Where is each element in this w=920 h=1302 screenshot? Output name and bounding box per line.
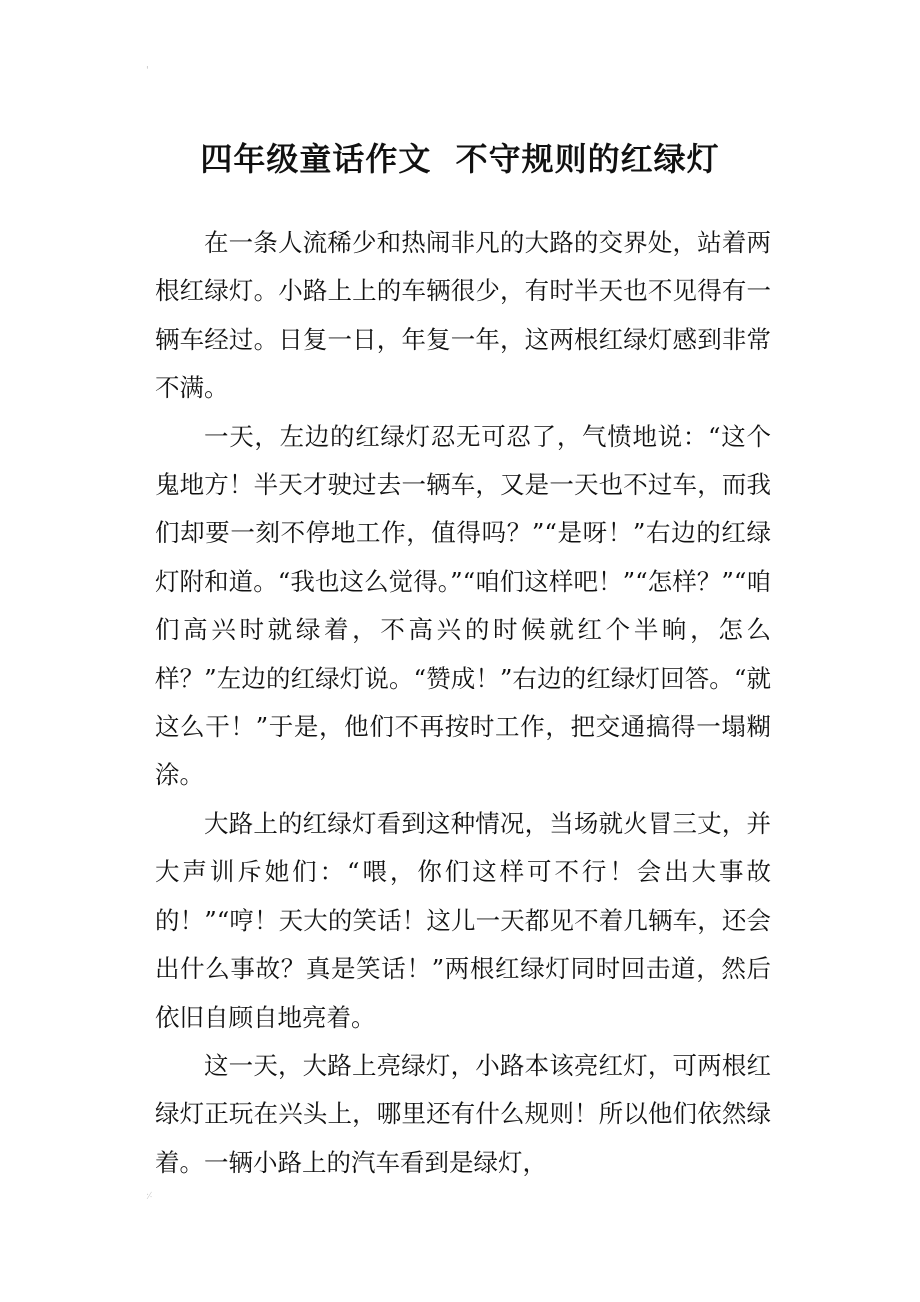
paragraph-3: 大路上的红绿灯看到这种情况，当场就火冒三丈，并大声训斥她们：“喂，你们这样可不行！会出大事故的！”“哼！天大的笑话！这儿一天都见不着几辆车，还会出什么事故？真是笑话！”两根红绿灯同时回击道，然后依旧自顾自地亮着。: [155, 808, 771, 1032]
page-corner-mark-bottom: ⸓: [146, 1191, 153, 1202]
paragraph-1: 在一条人流稀少和热闹非凡的大路的交界处，站着两根红绿灯。小路上上的车辆很少，有时半天也不见得有一辆车经过。日复一日，年复一年，这两根红绿灯感到非常不满。: [155, 228, 771, 403]
paragraph-2: 一天，左边的红绿灯忍无可忍了，气愤地说：“这个鬼地方！半天才驶过去一辆车，又是一天也不过车，而我们却要一刻不停地工作，值得吗？”“是呀！”右边的红绿灯附和道。“我也这么觉得。”“咱们这样吧！”“怎样？”“咱们高兴时就绿着，不高兴的时候就红个半晌，怎么样？”左边的红绿灯说。“赞成！”右边的红绿灯回答。“就这么干！”于是，他们不再按时工作，把交通搞得一塌糊涂。: [155, 421, 771, 790]
page-corner-mark-top: ': [146, 65, 149, 76]
paragraph-4: 这一天，大路上亮绿灯，小路本该亮红灯，可两根红绿灯正玩在兴头上，哪里还有什么规则！所以他们依然绿着。一辆小路上的汽车看到是绿灯，: [155, 1050, 771, 1177]
document-body: [155, 219, 771, 1187]
document-title: 四年级童话作文 不守规则的红绿灯: [200, 140, 720, 179]
